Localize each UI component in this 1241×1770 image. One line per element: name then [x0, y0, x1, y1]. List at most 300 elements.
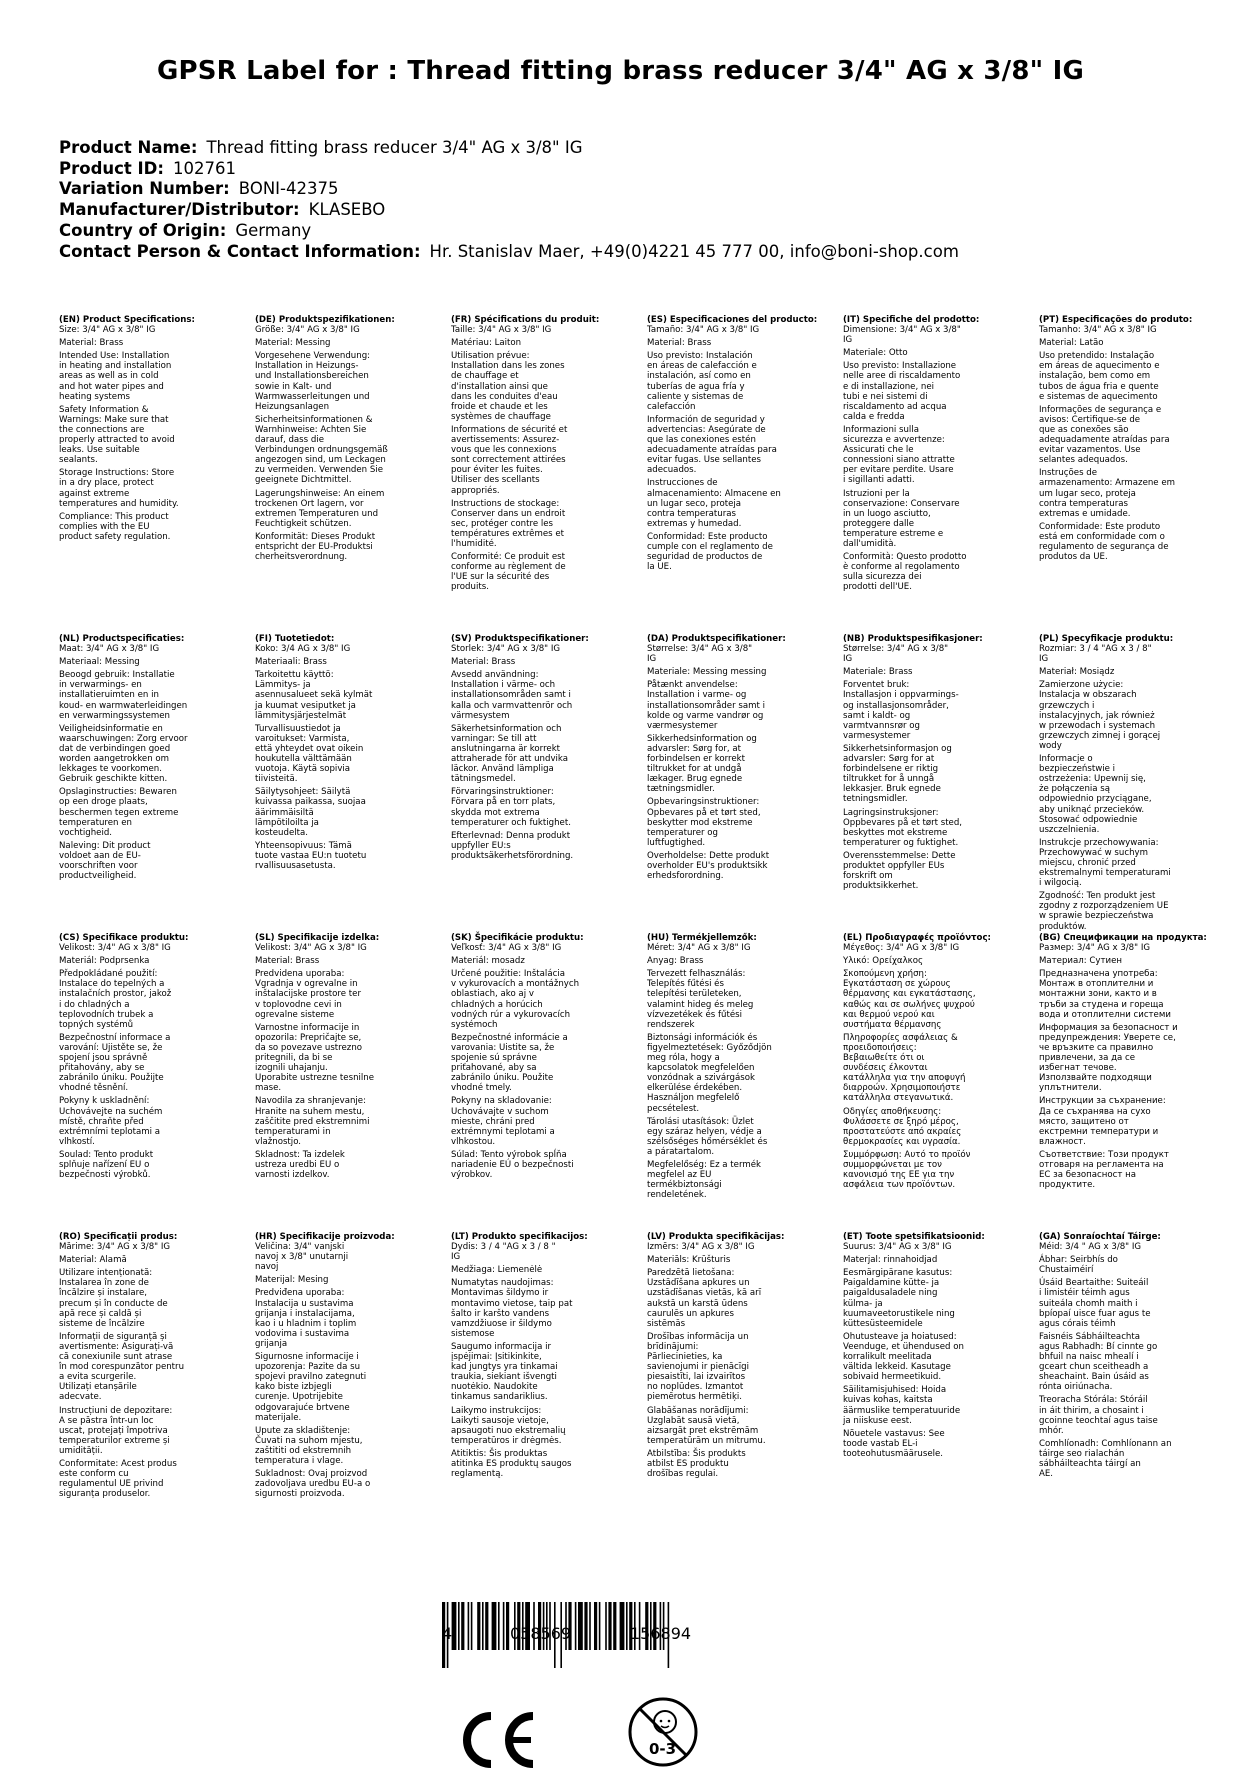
barcode-bar: [608, 1602, 611, 1650]
spec-line: Uso previsto: Installazione: [843, 361, 957, 372]
spec-line: Medžiaga: Liemenėlė: [451, 1265, 543, 1276]
spec-line: προστατεύστε από ακραίες: [843, 1126, 962, 1137]
spec-heading: (LT) Produkto specifikacijos:: [451, 1232, 588, 1242]
spec-line: θέρμανσης και εγκατάστασης,: [843, 989, 976, 1000]
spec-line: geeignete Dichtmittel.: [255, 475, 352, 486]
spec-line: kako biste izbjegli: [255, 1382, 332, 1393]
info-value: Germany: [235, 220, 312, 240]
spec-line: Numatytas naudojimas:: [451, 1278, 554, 1289]
spec-line: κανονισμό της ΕΕ για την: [843, 1170, 955, 1181]
spec-line: Vgradnja v ogrevalne in: [255, 979, 358, 990]
spec-line: Conformidade: Este produto: [1039, 521, 1161, 532]
spec-line: Πληροφορίες ασφάλειας &: [843, 1032, 958, 1043]
spec-line: ogrevalne sisteme: [255, 1009, 335, 1020]
spec-line: Forventet bruk:: [843, 680, 910, 691]
spec-line: Veličina: 3/4" vanjski: [255, 1242, 345, 1253]
spec-line: extremas y humedad.: [647, 518, 742, 529]
spec-line: екстремни температури и: [1039, 1126, 1159, 1137]
spec-line: Οδηγίες αποθήκευσης:: [843, 1106, 942, 1117]
barcode-bar: [575, 1602, 577, 1650]
spec-line: contra temperaturas: [1039, 498, 1128, 509]
spec-line: lämmitysjärjestelmät: [255, 710, 347, 721]
spec-line: Beoogd gebruik: Installatie: [59, 670, 175, 681]
spec-line: grijanja i instalacijama,: [255, 1308, 355, 1319]
spec-line: in verwarmings- en: [59, 680, 142, 691]
spec-line: seguridad de productos de: [647, 552, 763, 563]
spec-line: Assicurati che le: [843, 445, 914, 456]
spec-line: тръби за студена и гореща: [1039, 999, 1164, 1010]
spec-line: Sigurnosne informacije i: [255, 1352, 359, 1363]
spec-line: temperaturer og: [647, 827, 718, 838]
spec-line: tetningsmidler.: [843, 794, 908, 805]
spec-line: sealants.: [59, 455, 98, 466]
spec-line: suiteála chomh maith i: [1039, 1298, 1138, 1309]
spec-line: ja niiskuse eest.: [843, 1415, 912, 1426]
spec-line: zaštititi od ekstremnih: [255, 1445, 352, 1456]
spec-line: mase.: [255, 1083, 282, 1094]
spec-line: Zgodność: Ten produkt jest: [1039, 891, 1156, 902]
barcode-group-1: 058569: [510, 1624, 572, 1643]
spec-line: nuotėkio. Naudokite: [451, 1382, 538, 1393]
spec-line: Telepítés fűtési és: [647, 979, 724, 990]
spec-line: vlhkostí.: [59, 1136, 95, 1147]
spec-line: l'humidité.: [451, 538, 497, 549]
spec-line: Informações de segurança e: [1039, 404, 1162, 415]
spec-line: extremas e umidade.: [1039, 508, 1131, 519]
spec-line: Verbindungen ordnungsgemäß: [255, 445, 388, 456]
spec-line: ustreza uredbi EU o: [255, 1159, 340, 1170]
spec-line: Warnhinweise: Achten Sie: [255, 424, 367, 435]
spec-line: zgodny z rozporządzeniem UE: [1039, 901, 1169, 912]
spec-line: Instrucciones de: [647, 478, 718, 489]
spec-line: lekkages te voorkomen.: [59, 764, 162, 775]
spec-line: produtos da UE.: [1039, 552, 1108, 563]
spec-line: Veľkosť: 3/4" AG x 3/8" IG: [451, 943, 562, 954]
spec-line: værmesystemer: [647, 720, 718, 731]
spec-line: προειδοποιήσεις:: [843, 1042, 917, 1053]
spec-line: in heating and installation: [59, 361, 172, 372]
spec-line: Laikyti sausoje vietoje,: [451, 1415, 549, 1426]
spec-line: agus córais téimh: [1039, 1318, 1116, 1329]
spec-line: lækager. Brug egnede: [647, 774, 743, 785]
spec-line: Sukladnost: Ovaj proizvod: [255, 1469, 368, 1480]
spec-block: [59, 1232, 241, 1502]
spec-heading: (ET) Toote spetsifikatsioonid:: [843, 1232, 985, 1242]
spec-line: regulamento de segurança de: [1039, 541, 1169, 552]
spec-line: įspėjimai: Įsitikinkite,: [451, 1352, 542, 1363]
spec-line: per evitare perdite. Usare: [843, 465, 954, 476]
spec-line: apă rece și caldă și: [59, 1308, 142, 1319]
barcode-group-2: 156894: [630, 1624, 692, 1643]
spec-line: entspricht der EU-Produktsi: [255, 541, 373, 552]
spec-line: Säkerhetsinformation och: [451, 723, 562, 734]
spec-line: temperaturami in: [255, 1126, 331, 1137]
spec-line: Laikymo instrukcijos:: [451, 1405, 542, 1416]
spec-line: installationsområder samt i: [647, 700, 765, 711]
spec-line: încălzire și instalare,: [59, 1288, 148, 1299]
spec-heading: (ES) Especificaciones del producto:: [647, 315, 818, 325]
barcode-bar: [503, 1602, 505, 1650]
spec-line: almacenamiento: Almacene en: [647, 488, 781, 499]
spec-line: varnosti izdelkov.: [255, 1170, 330, 1181]
spec-line: Material: Brass: [59, 338, 124, 349]
spec-line: adecvate.: [59, 1392, 102, 1403]
spec-line: in áit thirim, a chosaint i: [1039, 1405, 1144, 1416]
spec-line: sigurnosti proizvoda.: [255, 1489, 345, 1500]
spec-line: Faisnéis Sábháilteachta: [1039, 1331, 1141, 1342]
spec-block: [843, 933, 1025, 1193]
spec-line: Stosować odpowiednie: [1039, 814, 1138, 825]
spec-line: temperatura i vlage.: [255, 1455, 344, 1466]
info-row: [59, 221, 959, 242]
spec-line: Uchovávejte na suchém: [59, 1106, 163, 1117]
spec-line: angezogen sind, um Leckagen: [255, 455, 386, 466]
spec-line: piesaistīti, lai izvairītos: [647, 1372, 746, 1383]
spec-line: instalacyjnych, jak również: [1039, 710, 1155, 721]
spec-line: skydda mot extrema: [451, 807, 540, 818]
spec-line: Opbevaringsinstruktioner:: [647, 797, 760, 808]
spec-line: Yhteensopivuus: Tämä: [255, 840, 352, 851]
spec-line: tuote vastaa EU:n tuotetu: [255, 850, 367, 861]
spec-line: θερμοκρασίες και υγρασία.: [843, 1136, 961, 1147]
spec-line: beskyttes mot ekstreme: [843, 827, 948, 838]
spec-line: Vorgesehene Verwendung:: [255, 351, 371, 362]
page-title: GPSR Label for : Thread fitting brass reducer 3/4" AG x 3/8" IG: [156, 56, 1085, 86]
spec-line: forskrift om: [843, 871, 893, 882]
spec-line: spojenie sú správne: [451, 1053, 537, 1064]
spec-line: Compliance: This product: [59, 511, 169, 522]
spec-line: extrémnymi teplotami a: [451, 1126, 555, 1137]
spec-heading: (EN) Product Specifications:: [59, 315, 195, 325]
spec-line: contra temperaturas: [647, 508, 736, 519]
spec-line: e sistemas de aquecimento: [1039, 391, 1158, 402]
spec-line: rendszerek: [647, 1019, 695, 1030]
spec-line: κατάλληλα για την αποφυγή: [843, 1073, 966, 1084]
spec-line: umidității.: [59, 1445, 103, 1456]
spec-line: valamint hideg és meleg: [647, 999, 754, 1010]
spec-line: Conformitate: Acest produs: [59, 1458, 177, 1469]
spec-line: Utilizare intenționată:: [59, 1268, 153, 1279]
spec-heading: (PL) Specyfikacje produktu:: [1039, 634, 1174, 644]
spec-line: apsaugoti nuo ekstremalių: [451, 1425, 566, 1436]
spec-line: prodotti dell'UE.: [843, 582, 912, 593]
spec-line: tätningsmedel.: [451, 774, 516, 785]
spec-line: Tamaño: 3/4" AG x 3/8" IG: [647, 325, 760, 336]
spec-line: temperatūrām un mitrumu.: [647, 1435, 766, 1446]
info-row: [59, 179, 959, 200]
spec-line: Chustaiméirí: [1039, 1265, 1094, 1276]
spec-line: Förvara på en torr plats,: [451, 797, 556, 808]
spec-line: teplovodních trubek a: [59, 1009, 154, 1020]
spec-line: zabránilo úniku. Použite: [451, 1073, 554, 1084]
spec-line: kolde og varme vandrør og: [647, 710, 764, 721]
spec-line: Naleving: Dit product: [59, 840, 151, 851]
info-label: Contact Person & Contact Information:: [59, 241, 421, 261]
spec-line: Uporabite ustrezne tesnilne: [255, 1073, 375, 1084]
spec-block: [59, 634, 241, 884]
spec-line: wody: [1039, 740, 1062, 751]
spec-line: συνδέσεις έλκονται: [843, 1063, 928, 1074]
spec-line: en áreas de calefacción e: [647, 361, 757, 372]
spec-line: spojevi pravilno zategnuti: [255, 1372, 367, 1383]
spec-line: äärimmäisiltä: [255, 807, 314, 818]
spec-line: уплътнители.: [1039, 1083, 1102, 1094]
spec-line: extrémními teplotami a: [59, 1126, 161, 1137]
spec-line: kuumaveetorustikele ning: [843, 1308, 955, 1319]
spec-line: Materiaali: Brass: [255, 657, 327, 668]
spec-line: Drošības informācija un: [647, 1331, 749, 1342]
spec-line: Storage Instructions: Store: [59, 468, 175, 479]
spec-line: no noplūdes. Izmantot: [647, 1382, 744, 1393]
spec-line: voorschriften voor: [59, 860, 138, 871]
spec-line: heating systems: [59, 391, 130, 402]
barcode-bar: [468, 1602, 470, 1650]
spec-line: v vykurovacích a montážnych: [451, 979, 580, 990]
spec-line: zadovoljava uredbu EU-a o: [255, 1479, 371, 1490]
spec-line: varoitukset: Varmista,: [255, 733, 350, 744]
spec-line: pecsételest.: [647, 1103, 700, 1114]
spec-line: produktsikkerhet.: [843, 881, 919, 892]
spec-line: Avsedd användning:: [451, 670, 539, 681]
spec-line: καθώς και σε σωλήνες ψυχρού: [843, 999, 975, 1010]
spec-line: en verwarmingssystemen: [59, 710, 170, 721]
spec-line: Σκοπούμενη χρήση:: [843, 969, 927, 980]
spec-line: Materiale: Otto: [843, 348, 908, 359]
spec-line: Инструкции за съхранение:: [1039, 1096, 1166, 1107]
info-value: Thread fitting brass reducer 3/4" AG x 3/8" IG: [206, 138, 583, 157]
spec-line: piemērotus hermētiķi.: [647, 1392, 743, 1403]
spec-line: Съответствие: Този продукт: [1039, 1149, 1169, 1160]
spec-line: op een droge plaats,: [59, 797, 148, 808]
spec-line: Material: Brass: [255, 956, 320, 967]
spec-line: chladných a horúcich: [451, 999, 543, 1010]
spec-line: figyelmeztetések: Győződjön: [647, 1042, 772, 1053]
spec-line: Upute za skladištenje:: [255, 1425, 351, 1436]
spec-line: telepítési területeken,: [647, 989, 742, 1000]
spec-line: mhór.: [1039, 1425, 1064, 1436]
spec-line: Utiliser des scellants: [451, 475, 540, 486]
spec-line: Conformidad: Este producto: [647, 531, 768, 542]
spec-line: tiltrukket for å unngå: [843, 774, 935, 785]
spec-line: Veenduge, et ühendused on: [843, 1341, 964, 1352]
spec-line: Tervezett felhasználás:: [647, 969, 746, 980]
spec-line: místě, chraňte před: [59, 1116, 144, 1127]
spec-heading: (EL) Προδιαγραφές προϊόντος:: [843, 933, 991, 943]
spec-line: adecuadamente atraídas para: [647, 445, 777, 456]
spec-line: egy száraz helyen, védje a: [647, 1126, 762, 1137]
info-label: Product ID:: [59, 158, 164, 178]
spec-line: Størrelse: 3/4" AG x 3/8": [647, 644, 753, 655]
spec-line: Suurus: 3/4" AG x 3/8" IG: [843, 1242, 952, 1253]
spec-line: Installation in Heizungs-: [255, 361, 359, 372]
spec-line: aukstā un karstā ūdens: [647, 1298, 748, 1309]
info-label: Country of Origin:: [59, 220, 227, 240]
spec-line: armazenamento: Armazene em: [1039, 478, 1175, 489]
spec-line: lekkasjer. Bruk egnede: [843, 784, 941, 795]
spec-line: Uso previsto: Instalación: [647, 351, 753, 362]
spec-line: v toplovodne cevi in: [255, 999, 342, 1010]
spec-line: šalto ir karšto vandens: [451, 1308, 550, 1319]
spec-heading: (IT) Specifiche del prodotto:: [843, 315, 980, 325]
spec-line: and hot water pipes and: [59, 381, 164, 392]
spec-line: Uso pretendido: Instalação: [1039, 351, 1155, 362]
spec-line: um lugar seco, proteja: [1039, 488, 1136, 499]
spec-line: Instalarea în zone de: [59, 1278, 149, 1289]
barcode-bar: [589, 1602, 591, 1650]
spec-line: AE.: [1039, 1469, 1054, 1480]
spec-line: Turvallisuustiedot ja: [255, 723, 341, 734]
spec-line: vältida lekkeid. Kasutage: [843, 1362, 951, 1373]
spec-line: attraherade för att undvika: [451, 754, 569, 765]
spec-line: appropriés.: [451, 485, 500, 496]
spec-line: selantes adequados.: [1039, 455, 1128, 466]
spec-line: Overensstemmelse: Dette: [843, 850, 956, 861]
spec-line: uzstādīšanas vietās, kā arī: [647, 1288, 762, 1299]
spec-line: sowie in Kalt- und: [255, 381, 332, 392]
spec-line: Istruzioni per la: [843, 488, 910, 499]
spec-line: Storlek: 3/4" AG x 3/8" IG: [451, 644, 561, 655]
spec-line: Material: Messing: [255, 338, 331, 349]
spec-heading: (RO) Specificații produs:: [59, 1232, 178, 1242]
spec-line: upozorenja: Pazite da su: [255, 1362, 361, 1373]
spec-line: влажност.: [1039, 1136, 1086, 1147]
spec-line: sulla sicurezza dei: [843, 572, 922, 583]
spec-line: Overholdelse: Dette produkt: [647, 850, 770, 861]
spec-line: atitinka ES produktų saugos: [451, 1458, 572, 1469]
spec-line: ЕС за безопасност на: [1039, 1170, 1136, 1181]
spec-line: Sikkerhetsinformasjon og: [843, 743, 952, 754]
spec-line: että yhteydet ovat oikein: [255, 743, 364, 754]
spec-line: meg róla, hogy a: [647, 1053, 720, 1064]
spec-line: Materijal: Mesing: [255, 1275, 329, 1286]
spec-block: [843, 634, 1025, 894]
spec-line: Oppbevares på et tørt sted,: [843, 817, 963, 828]
spec-line: samt i kaldt- og: [843, 710, 911, 721]
spec-line: přitahovány, aby se: [59, 1063, 145, 1074]
spec-line: Velikost: 3/4" AG x 3/8" IG: [255, 943, 367, 954]
spec-line: tinkamus sandariklius.: [451, 1392, 548, 1403]
spec-line: sicurezza e avvertenze:: [843, 435, 945, 446]
spec-line: curenje. Upotrijebite: [255, 1392, 343, 1403]
spec-line: vlažnostjo.: [255, 1136, 302, 1147]
spec-line: temperaturer och fuktighet.: [451, 817, 571, 828]
spec-line: Lämmitys- ja: [255, 680, 311, 691]
spec-line: drošības regulai.: [647, 1469, 719, 1480]
spec-line: und Installationsbereichen: [255, 371, 369, 382]
spec-line: Koko: 3/4 AG x 3/8" IG: [255, 644, 351, 655]
spec-line: temperaturer og fuktighet.: [843, 837, 959, 848]
spec-line: Materiál: Podprsenka: [59, 956, 150, 967]
spec-line: IG: [843, 654, 853, 665]
spec-line: product safety regulation.: [59, 531, 171, 542]
spec-line: nariadenie EÚ o bezpečnosti: [451, 1159, 574, 1170]
spec-heading: (SV) Produktspecifikationer:: [451, 634, 589, 644]
spec-line: Instalacija u sustavima: [255, 1298, 354, 1309]
spec-line: Méid: 3/4 " AG x 3/8" IG: [1039, 1242, 1142, 1253]
spec-line: in a dry place, protect: [59, 478, 154, 489]
spec-line: Warnings: Make sure that: [59, 414, 169, 425]
spec-line: Opslaginstructies: Bewaren: [59, 787, 177, 798]
spec-line: savienojumi ir pienācīgi: [647, 1362, 749, 1373]
spec-block: [647, 933, 829, 1203]
spec-line: properly attracted to avoid: [59, 435, 175, 446]
spec-line: Dydis: 3 / 4 "AG x 3 / 8 ": [451, 1242, 556, 1253]
spec-line: Conformità: Questo prodotto: [843, 552, 967, 563]
spec-line: Förvaringsinstruktioner:: [451, 787, 554, 798]
spec-line: ja kuumat vesiputket ja: [255, 700, 356, 711]
info-value: BONI-42375: [238, 179, 339, 199]
spec-line: de chauffage et: [451, 371, 519, 382]
spec-line: Čuvati na suhom mjestu,: [255, 1435, 363, 1446]
spec-line: Pokyny k uskladnění:: [59, 1096, 150, 1107]
spec-line: Montavimas šildymo ir: [451, 1288, 549, 1299]
spec-line: sont correctement attirées: [451, 455, 566, 466]
spec-line: in un luogo asciutto,: [843, 508, 931, 519]
spec-line: монтажни зони, както и в: [1039, 989, 1157, 1000]
spec-line: brīdinājumi:: [647, 1341, 699, 1352]
spec-line: opozorila: Prepričajte se,: [255, 1032, 362, 1043]
spec-line: miejscu, chronić przed: [1039, 857, 1136, 868]
spec-line: výrobkov.: [451, 1170, 493, 1181]
spec-line: Монтаж в отоплителни и: [1039, 979, 1154, 990]
spec-heading: (DE) Produktspezifikationen:: [255, 315, 395, 325]
spec-line: IG: [1039, 654, 1049, 665]
spec-line: sec, protéger contre les: [451, 518, 553, 529]
spec-block: [451, 1232, 633, 1482]
spec-line: Instructions de stockage:: [451, 498, 560, 509]
spec-line: Předpokládané použití:: [59, 969, 158, 980]
spec-block: [647, 1232, 829, 1482]
spec-line: kapcsolatok megfelelően: [647, 1063, 755, 1074]
spec-line: precum și în conducte de: [59, 1298, 168, 1309]
spec-line: Veiligheidsinformatie en: [59, 723, 163, 734]
ce-mark-icon: [455, 1710, 539, 1770]
spec-heading: (NL) Productspecificaties:: [59, 634, 185, 644]
spec-line: waarschuwingen: Zorg ervoor: [59, 733, 188, 744]
spec-line: instalação, bem como em: [1039, 371, 1151, 382]
age-range-label: 0-3: [649, 1740, 677, 1758]
spec-line: bhfuil na naisc mhealí i: [1039, 1352, 1139, 1363]
spec-line: Pokyny na skladovanie:: [451, 1096, 552, 1107]
spec-line: productveiligheid.: [59, 871, 137, 882]
spec-line: Heizungsanlagen: [255, 401, 330, 412]
spec-heading: (LV) Produkta specifikācijas:: [647, 1232, 785, 1242]
spec-line: è conforme al regolamento: [843, 562, 960, 573]
spec-line: uszczelnienia.: [1039, 824, 1100, 835]
spec-line: megfelel az EU: [647, 1170, 712, 1181]
spec-line: Material: Latão: [1039, 338, 1104, 349]
spec-line: spojení jsou správně: [59, 1053, 148, 1064]
spec-line: Comhlíonadh: Comhlíonann an: [1039, 1438, 1172, 1449]
barcode-bar: [599, 1602, 601, 1650]
spec-line: dall'umidità.: [843, 538, 897, 549]
spec-line: że połączenia są: [1039, 784, 1111, 795]
spec-line: Maat: 3/4" AG x 3/8" IG: [59, 644, 160, 655]
spec-line: Tamanho: 3/4" AG x 3/8" IG: [1039, 325, 1157, 336]
spec-heading: (GA) Sonraíochtaí Táirge:: [1039, 1232, 1161, 1242]
spec-line: tiltrukket for at undgå: [647, 764, 742, 775]
spec-line: Instalacja w obszarach: [1039, 690, 1137, 701]
spec-line: pritegnili, da bi se: [255, 1053, 333, 1064]
spec-line: asennusalueet sekä kylmät: [255, 690, 373, 701]
spec-line: избегнат течове.: [1039, 1063, 1117, 1074]
spec-line: og installasjonsområder,: [843, 700, 949, 711]
spec-line: Soulad: Tento produkt: [59, 1149, 154, 1160]
spec-line: tubi e nei sistemi di: [843, 391, 928, 402]
spec-line: Υλικό: Ορείχαλκος: [843, 956, 924, 967]
spec-block: [59, 315, 241, 545]
spec-line: Informations de sécurité et: [451, 424, 568, 435]
